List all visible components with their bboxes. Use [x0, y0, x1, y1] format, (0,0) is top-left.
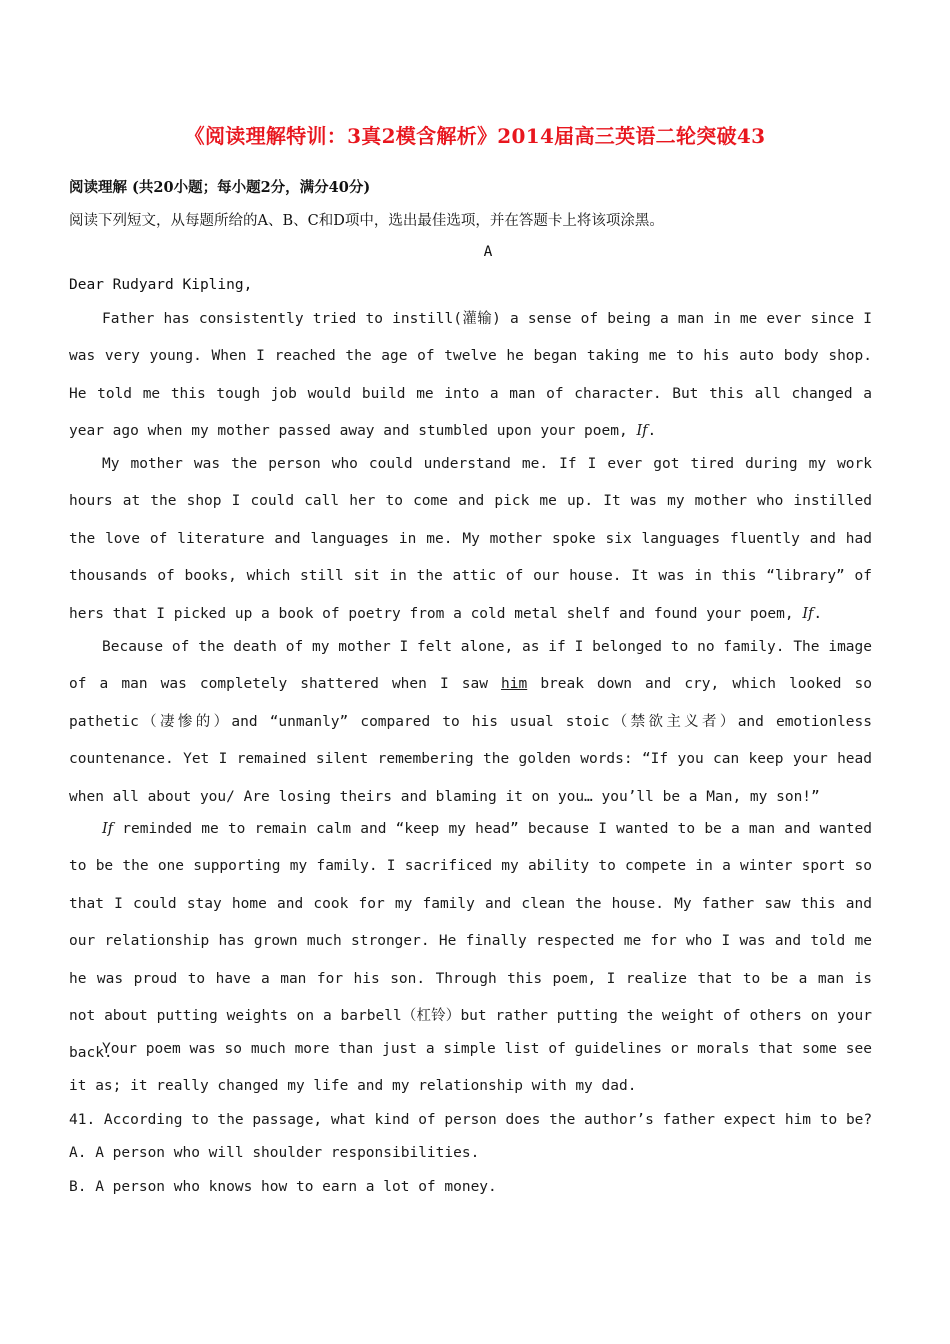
paragraph-text: break down and cry, which looked so pathetic（凄惨的）and “unmanly” compared to his usual stoic（禁欲主义者）and emotionless countenance. Yet I remained silent remembering the golden words: “If you can keep your head when all about you/ Are losing theirs and blaming it on you… you’ll be a Man, my son!”	[69, 676, 872, 805]
section-heading: 阅读理解 (共20小题；每小题2分，满分40分)	[69, 179, 371, 196]
document-title: 《阅读理解特训：3真2模含解析》2014届高三英语二轮突破43	[184, 124, 766, 148]
letter-greeting: Dear Rudyard Kipling,	[69, 277, 253, 293]
underlined-word: him	[501, 676, 528, 693]
paragraph-text: My mother was the person who could understand me. If I ever got tired during my work hours at the shop I could call her to come and pick me up. It was my mother who instilled the love of literature and languages in me. My mother spoke six languages fluently and had thousands of books, which still sit in the attic of our house. It was in this “library” of hers that I picked up a book of poetry from a cold metal shelf and found your poem,	[69, 456, 872, 622]
option-a: A. A person who will shoulder responsibilities.	[69, 1145, 480, 1161]
paragraph-1	[69, 301, 872, 451]
paragraph-text: Because of the death of my mother I felt alone, as if I belonged to no family. The image of a man was completely shattered when I saw	[69, 639, 872, 693]
instructions: 阅读下列短文，从每题所给的A、B、C和D项中，选出最佳选项，并在答题卡上将该项涂黑。	[69, 213, 664, 229]
poem-title: If	[102, 821, 114, 837]
paragraph-2	[69, 446, 872, 633]
option-b: B. A person who knows how to earn a lot of money.	[69, 1179, 497, 1195]
paragraph-text: .	[647, 423, 657, 440]
passage-label: A	[483, 244, 493, 260]
question-41: 41. According to the passage, what kind of person does the author’s father expect him to be?	[69, 1112, 873, 1128]
paragraph-text: Father has consistently tried to instill(灌输) a sense of being a man in me ever since I was very young. When I reached the age of twelve he began taking me to his auto body shop. He told me this tough job would build me into a man of character. But this all changed a year ago when my mother passed away and stumbled upon your poem,	[69, 311, 872, 440]
paragraph-5	[69, 1031, 872, 1106]
poem-title: If	[636, 423, 648, 440]
paragraph-text: Your poem was so much more than just a simple list of guidelines or morals that some see it as; it really changed my life and my relationship with my dad.	[69, 1041, 872, 1095]
poem-title: If	[802, 605, 814, 622]
paragraph-3	[69, 629, 872, 816]
paragraph-text: .	[813, 605, 823, 622]
paragraph-text: reminded me to remain calm and “keep my head” because I wanted to be a man and wanted to be the one supporting my family. I sacrificed my ability to compete in a winter sport so that I could stay home and cook for my family and clean the house. My father saw this and our relationship has grown much stronger. He finally respected me for who I was and told me he was proud to have a man for his son. Through this poem, I realize that to be a man is not about putting weights on a barbell（杠铃）but rather putting the weight of others on your back.	[69, 821, 872, 1062]
